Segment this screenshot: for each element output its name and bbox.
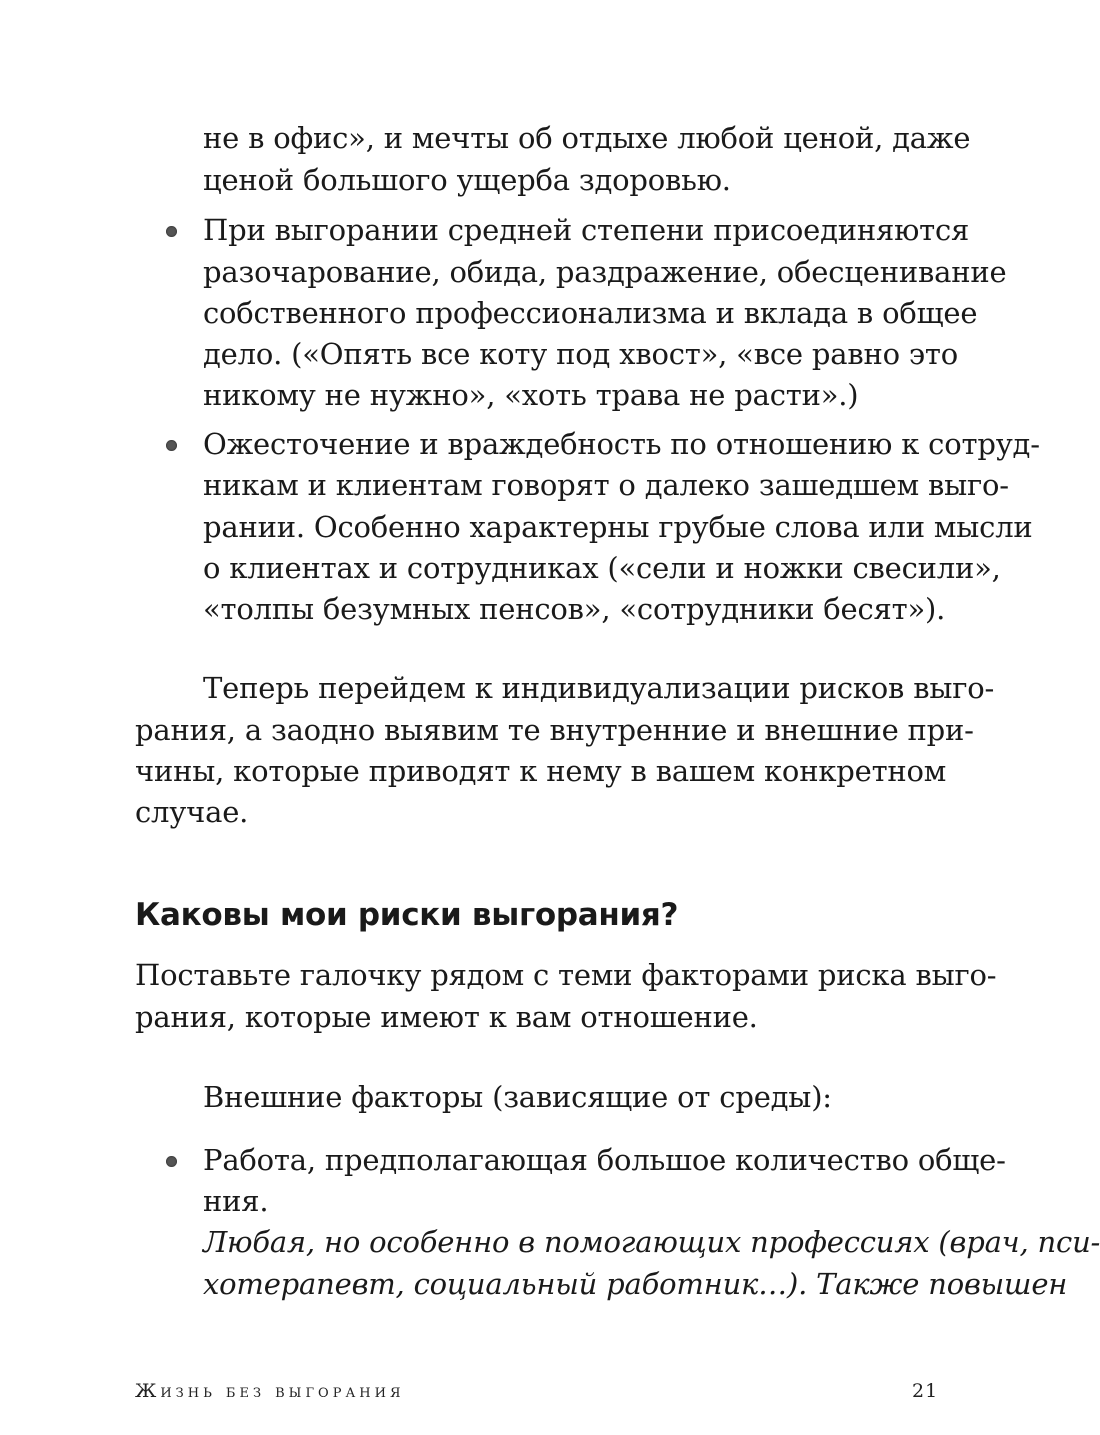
paragraph-line-1: Теперь перейдем к индивидуализации рисков выго- — [203, 671, 995, 705]
continuation-line-2: ценой большого ущерба здоровью. — [203, 163, 731, 197]
paragraph-line-4: случае. — [135, 795, 249, 829]
factor-line-2: ния. — [203, 1184, 269, 1218]
bullet-severe-line-1: Ожесточение и враждебность по отношению к сотруд- — [203, 427, 1040, 461]
page-number: 21 — [912, 1380, 939, 1402]
bullet-middle-line-4: дело. («Опять все коту под хвост», «все равно это — [203, 337, 958, 371]
bullet-severe-line-4: о клиентах и сотрудниках («сели и ножки свесили», — [203, 551, 1001, 585]
factor-line-1: Работа, предполагающая большое количество обще- — [203, 1143, 1006, 1177]
bullet-icon — [166, 440, 177, 451]
subheading: Внешние факторы (зависящие от среды): — [203, 1080, 832, 1114]
paragraph-line-2: рания, а заодно выявим те внутренние и внешние при- — [135, 713, 974, 747]
continuation-line-1: не в офис», и мечты об отдыхе любой ценой, даже — [203, 121, 971, 155]
bullet-middle-line-3: собственного профессионализма и вклада в общее — [203, 296, 978, 330]
bullet-icon — [166, 1156, 177, 1167]
section-heading: Каковы мои риски выгорания? — [135, 897, 679, 933]
bullet-severe-line-2: никам и клиентам говорят о далеко зашедшем выго- — [203, 468, 1009, 502]
running-footer-title: Жизнь без выгорания — [135, 1380, 405, 1402]
bullet-middle-line-5: никому не нужно», «хоть трава не расти».) — [203, 378, 859, 412]
factor-note-line-2: хотерапевт, социальный работник…). Также повышен — [203, 1267, 1068, 1301]
bullet-middle-line-2: разочарование, обида, раздражение, обесценивание — [203, 255, 1007, 289]
bullet-middle-line-1: При выгорании средней степени присоединяются — [203, 213, 970, 247]
instruction-line-2: рания, которые имеют к вам отношение. — [135, 1000, 758, 1034]
paragraph-line-3: чины, которые приводят к нему в вашем конкретном — [135, 754, 947, 788]
factor-note-line-1: Любая, но особенно в помогающих профессиях (врач, пси- — [203, 1225, 1100, 1259]
instruction-line-1: Поставьте галочку рядом с теми факторами риска выго- — [135, 958, 997, 992]
bullet-severe-line-3: рании. Особенно характерны грубые слова или мысли — [203, 510, 1033, 544]
bullet-severe-line-5: «толпы безумных пенсов», «сотрудники бесят»). — [203, 592, 946, 626]
bullet-icon — [166, 226, 177, 237]
